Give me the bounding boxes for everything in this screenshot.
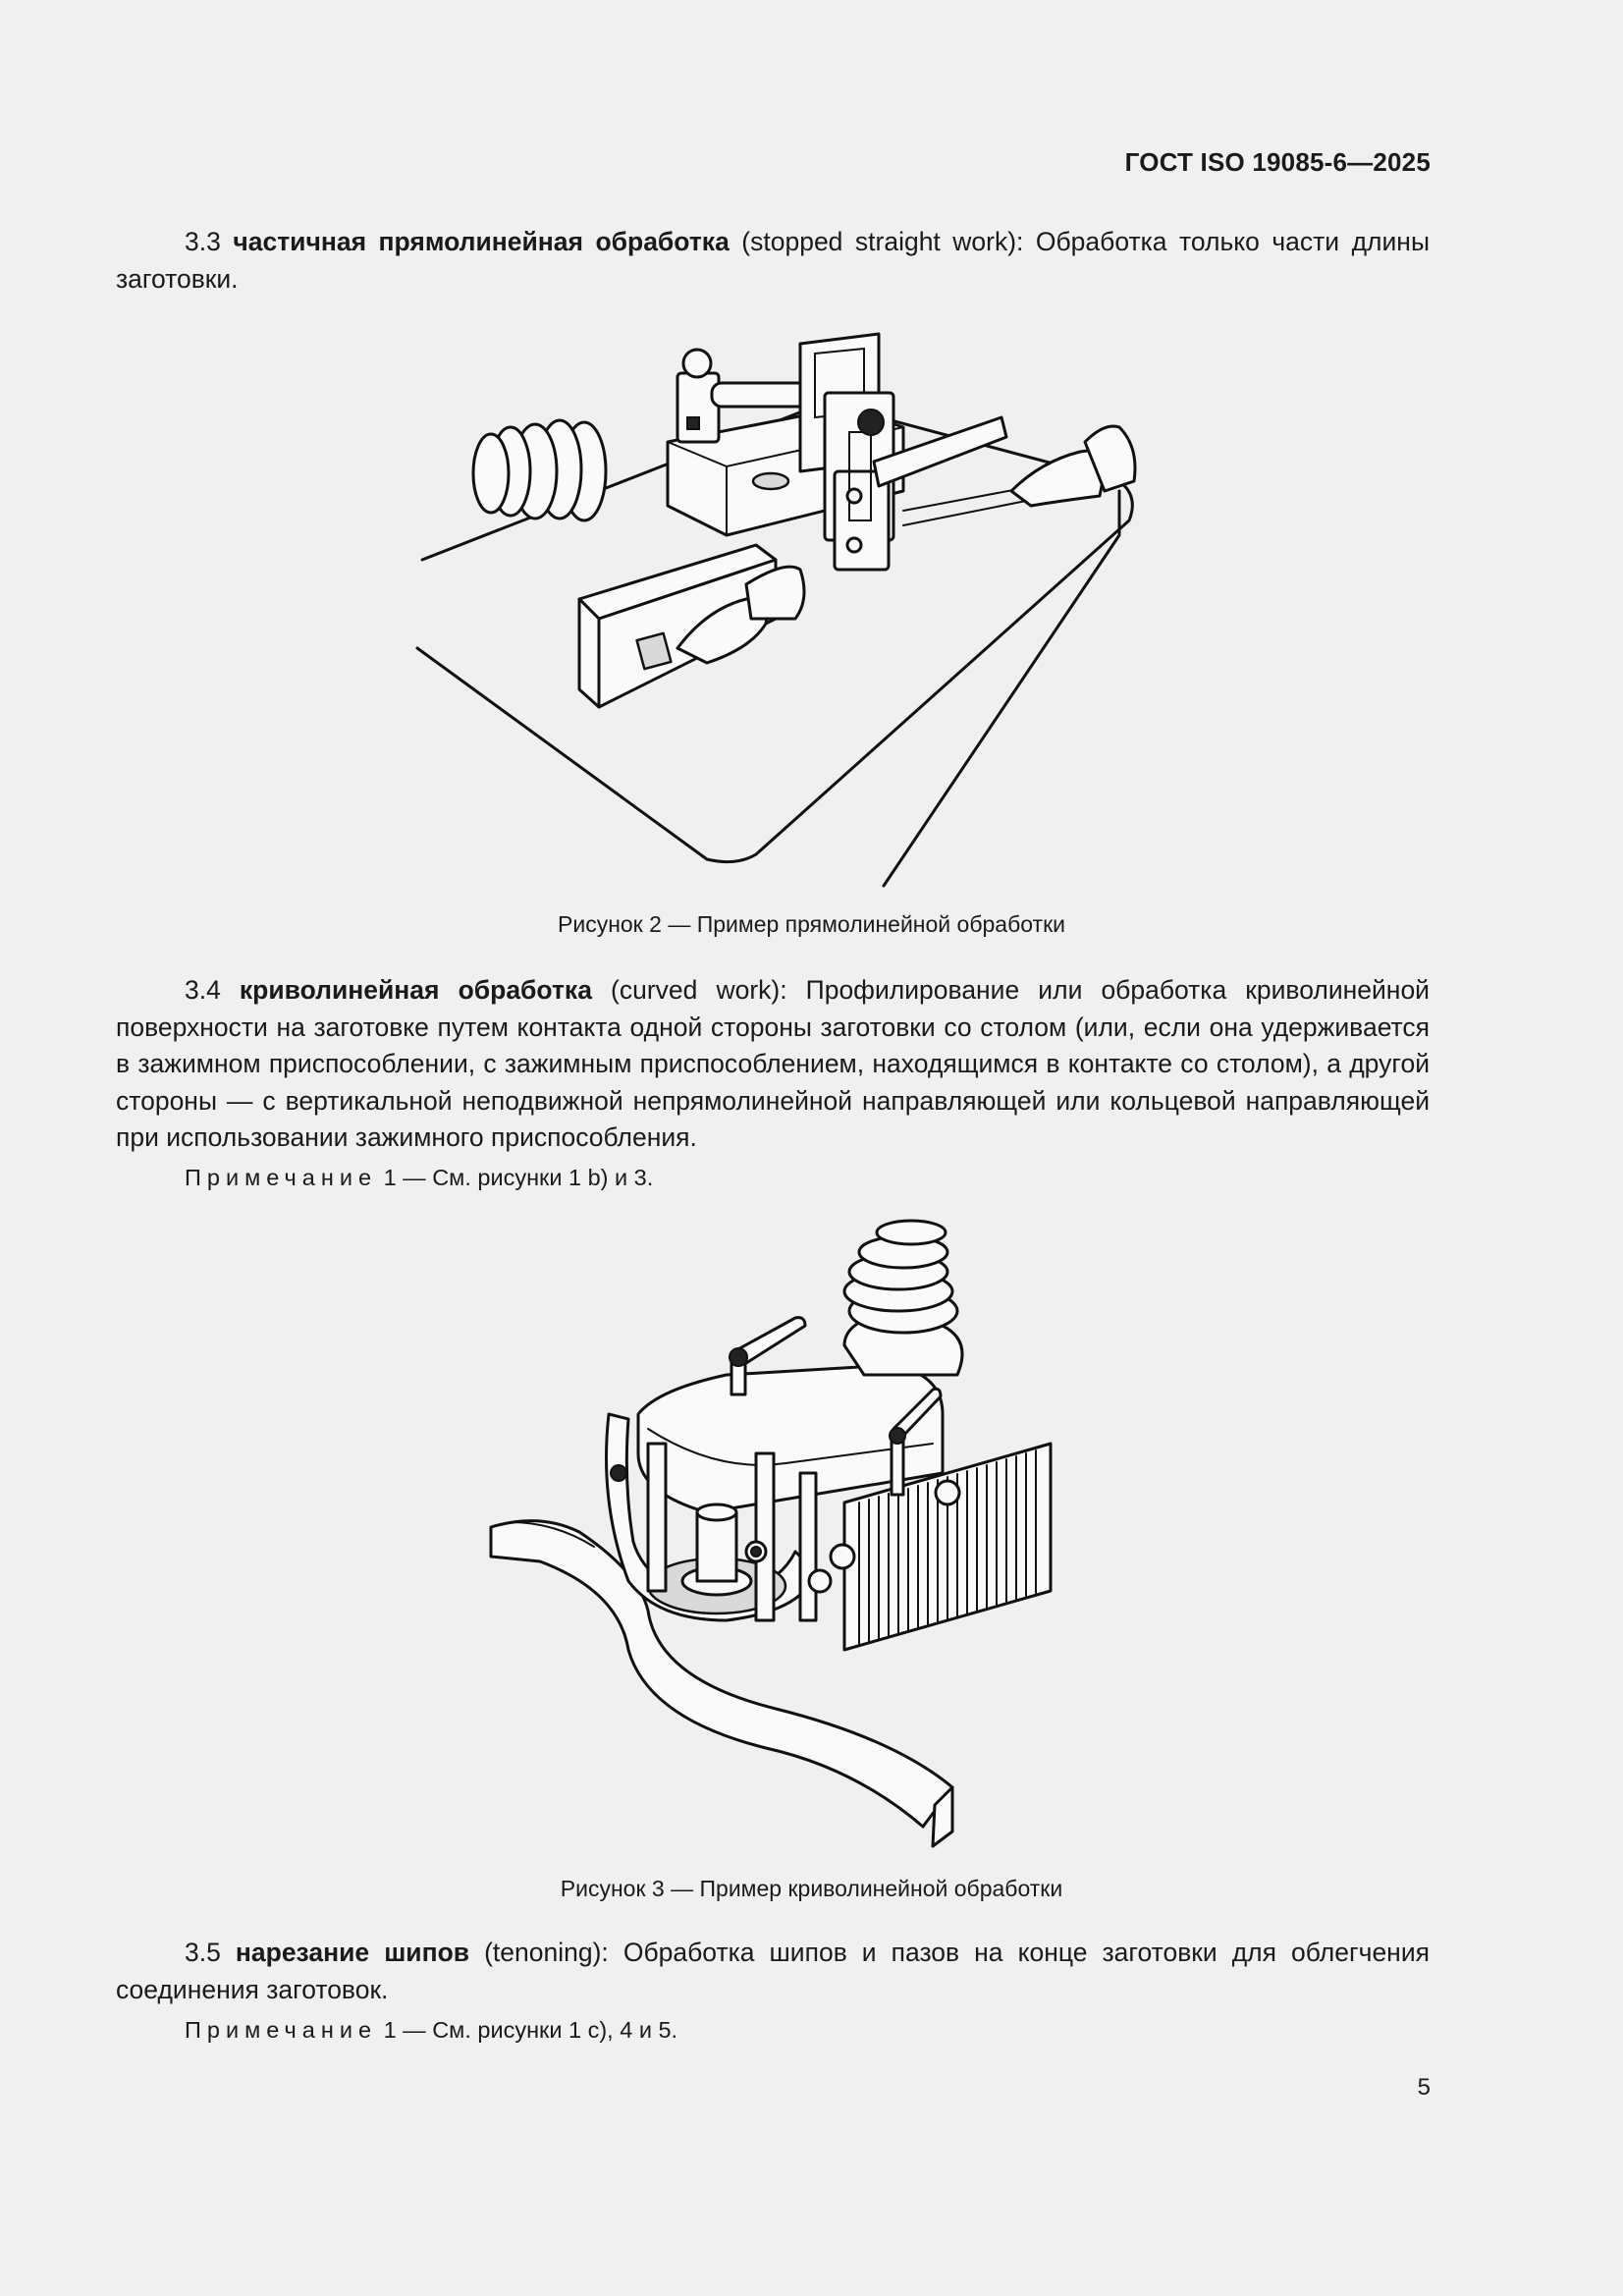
term: частичная прямолинейная обработка [233, 227, 730, 256]
term: криволинейная обработка [239, 975, 592, 1005]
definition: (tenoning): Обработка шипов и пазов на конце заготовки для облегчения соединения заготовок. [116, 1938, 1430, 2004]
section-3-4-note [185, 1163, 653, 1192]
note-text: 1 — См. рисунки 1 b) и 3. [383, 1165, 654, 1190]
note-label: Примечание [185, 1165, 378, 1190]
note-text: 1 — См. рисунки 1 c), 4 и 5. [383, 2017, 678, 2043]
figure-3-caption: Рисунок 3 — Пример криволинейной обработки [560, 1876, 1063, 1901]
definition: (stopped straight work): Обработка только части длины заготовки. [116, 227, 1430, 294]
section-number: 3.3 [185, 227, 221, 256]
section-3-5 [116, 1935, 1430, 2008]
section-3-3 [116, 224, 1430, 298]
section-number: 3.5 [185, 1938, 221, 1967]
note-label: Примечание [185, 2017, 378, 2043]
definition: (curved work): Профилирование или обработка криволинейной поверхности на заготовке путем контакта одной стороны заготовки со столом (или, если она удерживается в зажимном приспособлении, с зажимным приспособлением, находящимся в контакте со столом), а другой стороны — с вертикальной неподвижной непрямолинейной направляющей или кольцевой направляющей при использовании зажимного приспособления. [116, 975, 1430, 1152]
term: нарезание шипов [235, 1938, 470, 1967]
page-number: 5 [1417, 2074, 1431, 2101]
figure-2-caption: Рисунок 2 — Пример прямолинейной обработки [558, 911, 1065, 937]
figure-2-straight-work [412, 324, 1159, 894]
section-number: 3.4 [185, 975, 221, 1005]
figure-3-curved-work [481, 1218, 1070, 1856]
section-3-4 [116, 972, 1430, 1157]
standard-header: ГОСТ ISO 19085-6—2025 [1124, 147, 1431, 177]
section-3-5-note [185, 2015, 677, 2045]
